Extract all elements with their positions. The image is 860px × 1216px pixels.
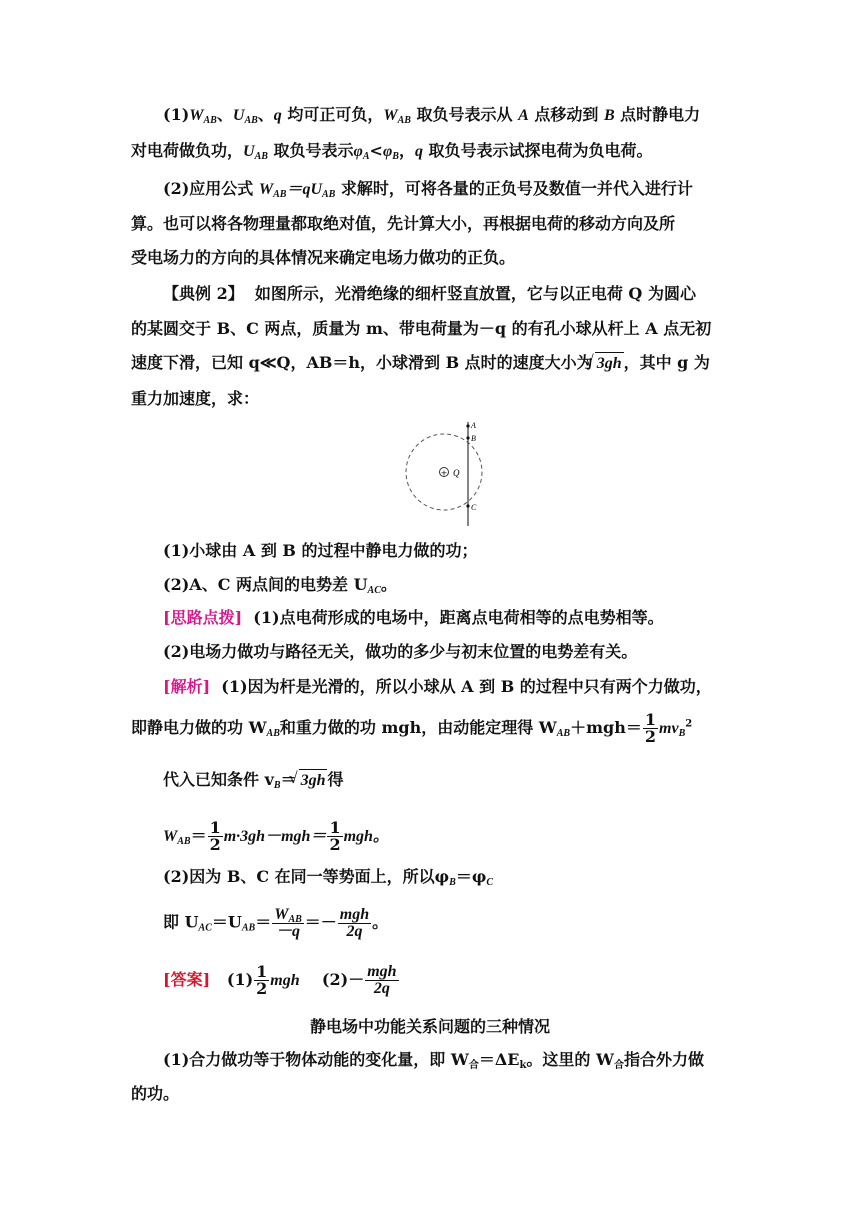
solution-line4: $W_{AB}=$ $\frac{1}{2}$ m·3gh－mgh＝ $\frac{1}{2}$ mgh。 [163, 818, 389, 854]
hint-tag: [思路点拨] [163, 608, 243, 627]
answer-line: [答案] (1) $\frac{1}{2}$ mgh (2)－ $\frac{\text{mgh}}{2q}$ [163, 962, 397, 998]
point-b [466, 436, 469, 439]
example-line4: 重力加速度，求： [131, 389, 260, 408]
point-a [466, 424, 469, 427]
hint-line2: (2)电场力做功与路径无关，做功的多少与初末位置的电势差有关。 [163, 642, 638, 661]
para2-line2: 算。也可以将各物理量都取绝对值，先计算大小，再根据电荷的移动方向及所 [131, 214, 676, 233]
section-line2: 的功。 [131, 1084, 180, 1103]
label-q: Q [453, 468, 460, 478]
label-c: C [471, 503, 477, 512]
label-a: A [471, 421, 476, 430]
para2-line3: 受电场力的方向的具体情况来确定电场力做功的正负。 [131, 248, 516, 267]
solution-line5: (2)因为 B、C 在同一等势面上，所以$\varphi_B=\varphi_C$ [163, 867, 493, 888]
para2-line1: (2)应用公式 $W_{AB}=qU_{AB}$ 求解时，可将各量的正负号及数值一并代入进行计 [163, 179, 693, 200]
para1-line2: 对电荷做负功，$U_{AB}$ 取负号表示$\varphi_A<\varphi_B$，q 取负号表示试探电荷为负电荷。 [131, 141, 653, 162]
hint-line1: [思路点拨] (1)点电荷形成的电场中，距离点电荷相等的点电势相等。 [163, 608, 664, 627]
rod-circle-diagram [404, 418, 514, 528]
question-1: (1)小球由 A 到 B 的过程中静电力做的功； [163, 541, 478, 560]
solution-line1: [解析] (1)因为杆是光滑的，所以小球从 A 到 B 的过程中只有两个力做功， [163, 677, 712, 696]
example-line3: 速度下滑，已知 q≪Q，AB＝h，小球滑到 B 点时的速度大小为√ 3gh ，其中 g 为 [131, 352, 710, 375]
example-line2: 的某圆交于 B、C 两点，质量为 m、带电荷量为－q 的有孔小球从杆上 A 点无初 [131, 319, 712, 338]
example-tag: 【典例 2】 [163, 284, 244, 303]
example-line1: 【典例 2】 如图所示，光滑绝缘的细杆竖直放置，它与以正电荷 Q 为圆心 [163, 284, 696, 303]
solution-line3: 代入已知条件 $v_B=√$ 3gh 得 [163, 769, 343, 792]
solution-line2: 即静电力做的功 $W_{AB}$和重力做的功 mgh，由动能定理得 $W_{AB}+mgh=$ $\frac{1}{2}$ $mv_B^2$ [131, 710, 693, 746]
label-b: B [471, 434, 476, 443]
point-c [466, 504, 469, 507]
answer-tag: [答案] [163, 970, 211, 989]
section-heading: 静电场中功能关系问题的三种情况 [309, 1017, 550, 1036]
section-line1: (1)合力做功等于物体动能的变化量，即 $W_合=\Delta E_k$。这里的 $W_合$指合外力做 [163, 1050, 704, 1071]
question-2: (2)A、C 两点间的电势差 $U_{AC}$。 [163, 575, 397, 596]
solution-line6: 即 $U_{AC}=U_{AB}=$ $\frac{W_{AB}}{-q}$ ＝－ $\frac{\text{mgh}}{2q}$ 。 [163, 905, 389, 940]
para1-line1: $(1)W_{AB}$、$U_{AB}$、q 均可正可负，$W_{AB}$ 取负号表示从 A 点移动到 B 点时静电力 [163, 105, 701, 126]
plus-sign: + [440, 468, 448, 478]
solution-tag: [解析] [163, 677, 211, 696]
